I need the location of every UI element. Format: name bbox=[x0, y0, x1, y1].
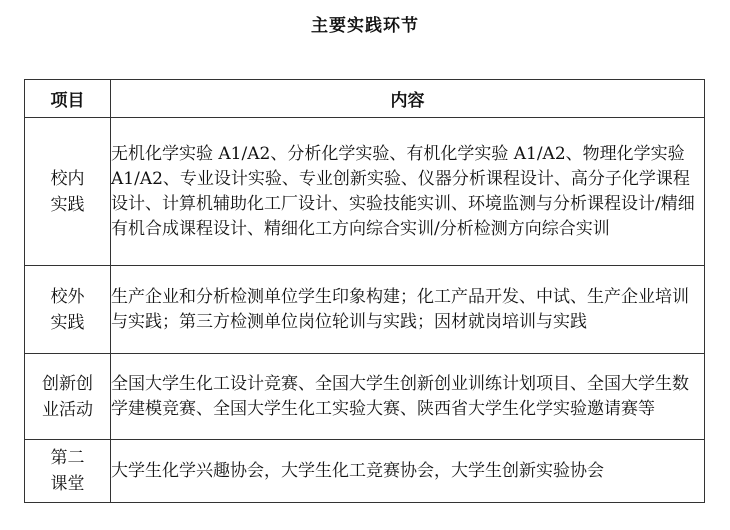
category-line: 业活动 bbox=[42, 399, 93, 420]
header-content: 内容 bbox=[111, 80, 705, 118]
category-line: 校外 bbox=[50, 286, 85, 307]
row-content: 生产企业和分析检测单位学生印象构建；化工产品开发、中试、生产企业培训与实践；第三方检测单位岗位轮训与实践；因材就岗培训与实践 bbox=[111, 266, 705, 354]
category-line: 校内 bbox=[50, 168, 85, 189]
row-content: 全国大学生化工设计竞赛、全国大学生创新创业训练计划项目、全国大学生数学建模竞赛、全国大学生化工实验大赛、陕西省大学生化学实验邀请赛等 bbox=[111, 354, 705, 440]
row-content: 无机化学实验 A1/A2、分析化学实验、有机化学实验 A1/A2、物理化学实验 A1/A2、专业设计实验、专业创新实验、仪器分析课程设计、高分子化学课程设计、计算机辅助化工厂设计、实验技能实训、环境监测与分析课程设计/精细有机合成课程设计、精细化工方向综合实训/分析检测方向综合实训 bbox=[111, 118, 705, 266]
row-category bbox=[25, 354, 111, 440]
row-content: 大学生化学兴趣协会，大学生化工竞赛协会，大学生创新实验协会 bbox=[111, 440, 705, 503]
row-category bbox=[25, 266, 111, 354]
row-category bbox=[25, 440, 111, 503]
header-project: 项目 bbox=[25, 80, 111, 118]
table-row bbox=[25, 266, 705, 354]
category-line: 第二 bbox=[50, 448, 85, 468]
practice-table bbox=[24, 79, 705, 503]
table-row bbox=[25, 118, 705, 266]
row-category bbox=[25, 118, 111, 266]
table-row bbox=[25, 440, 705, 503]
category-line: 课堂 bbox=[50, 474, 85, 494]
page-title: 主要实践环节 bbox=[311, 16, 419, 36]
category-line: 实践 bbox=[50, 194, 85, 215]
table-row bbox=[25, 354, 705, 440]
table-header-row bbox=[25, 80, 705, 118]
category-line: 实践 bbox=[50, 312, 85, 333]
category-line: 创新创 bbox=[42, 373, 93, 394]
